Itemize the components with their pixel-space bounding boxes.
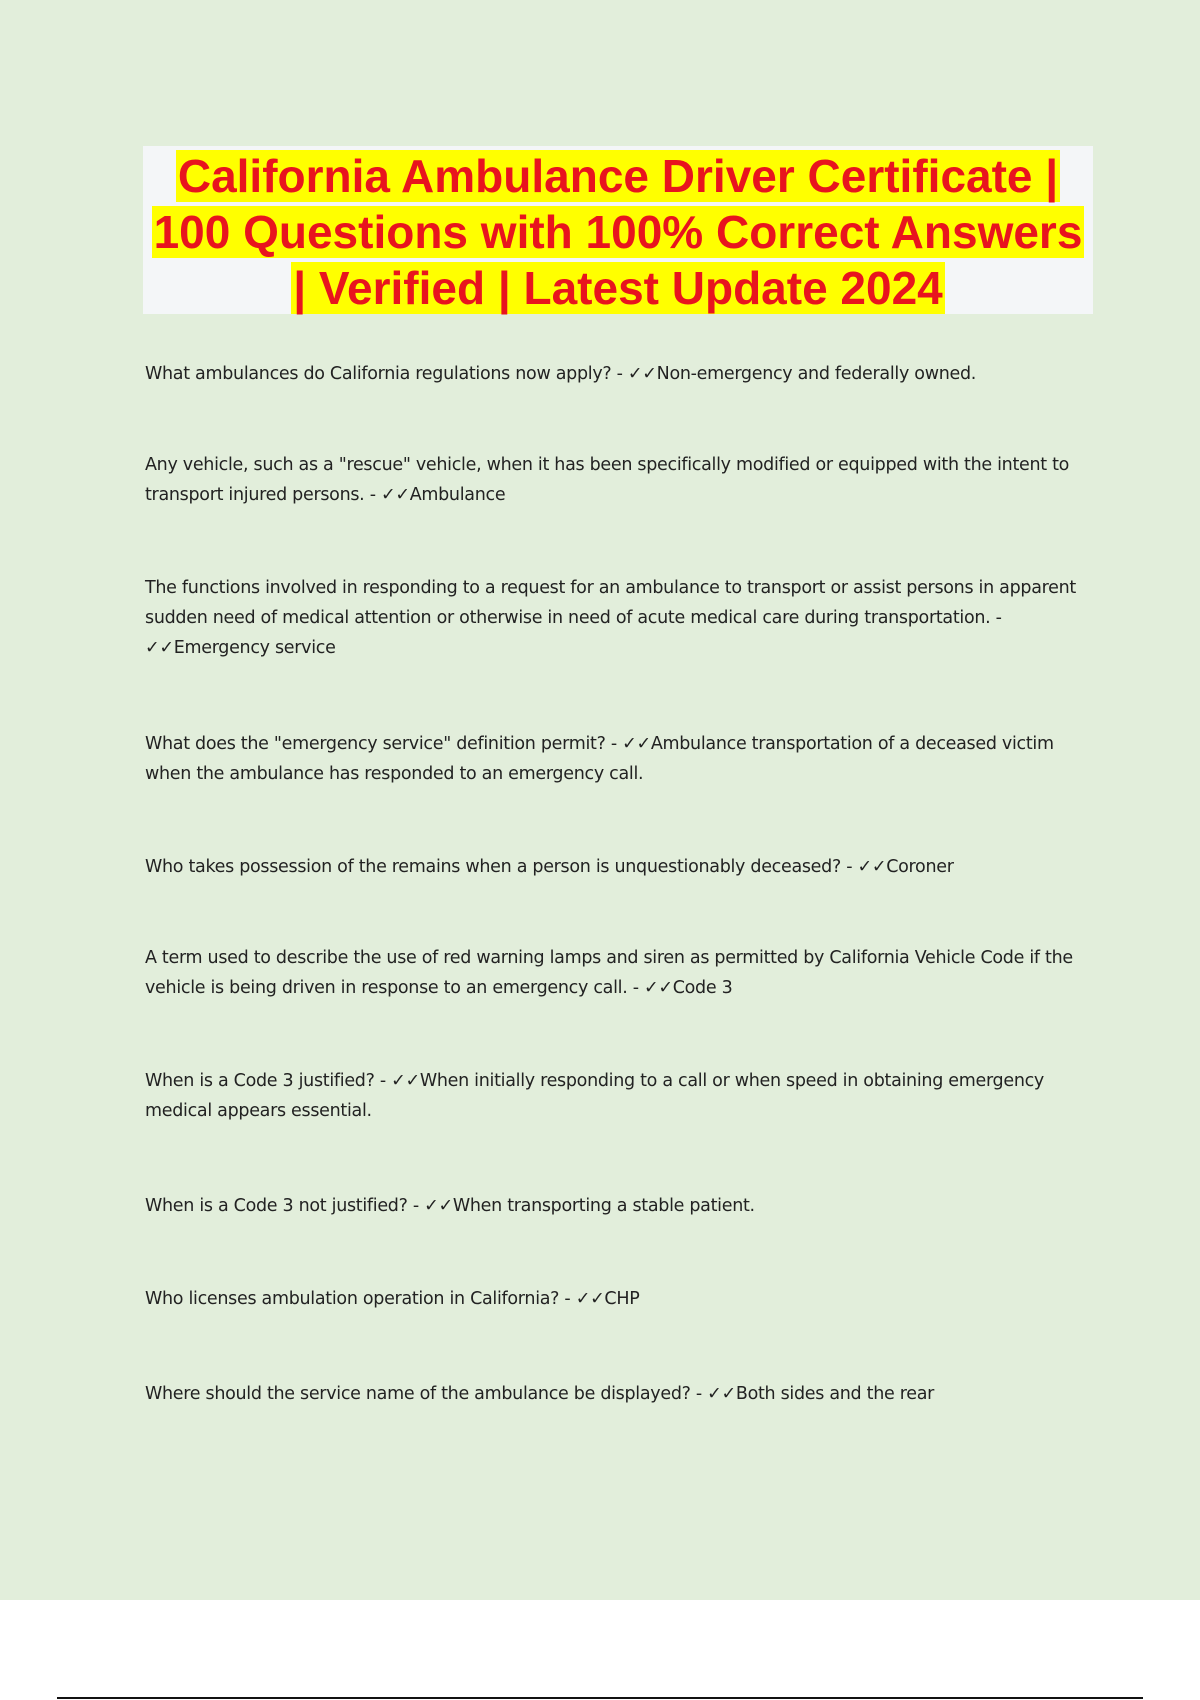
document-title [143, 146, 1093, 316]
title-box [143, 146, 1093, 314]
qa-item-8: When is a Code 3 not justified? - ✓✓When transporting a stable patient. [145, 1196, 755, 1216]
qa-item-4: What does the "emergency service" definition permit? - ✓✓Ambulance transportation of a deceased victim when the ambulance has responded to an emergency call. [145, 734, 1054, 784]
qa-item-1: What ambulances do California regulations now apply? - ✓✓Non-emergency and federally owned. [145, 364, 977, 384]
qa-item-9: Who licenses ambulation operation in California? - ✓✓CHP [145, 1289, 640, 1309]
qa-item-2: Any vehicle, such as a "rescue" vehicle, when it has been specifically modified or equipped with the intent to transport injured persons. - ✓✓Ambulance [145, 455, 1070, 505]
qa-item-7: When is a Code 3 justified? - ✓✓When initially responding to a call or when speed in obtaining emergency medical appears essential. [145, 1071, 1044, 1121]
qa-item-6: A term used to describe the use of red warning lamps and siren as permitted by California Vehicle Code if the vehicle is being driven in response to an emergency call. - ✓✓Code 3 [145, 948, 1073, 998]
qa-item-10: Where should the service name of the ambulance be displayed? - ✓✓Both sides and the rear [145, 1384, 935, 1404]
qa-item-3: The functions involved in responding to a request for an ambulance to transport or assist persons in apparent sudden need of medical attention or otherwise in need of acute medical care during transportation. - ✓✓Emergency service [145, 578, 1076, 658]
qa-item-5: Who takes possession of the remains when a person is unquestionably deceased? - ✓✓Coroner [145, 857, 954, 877]
title-text: California Ambulance Driver Certificate | 100 Questions with 100% Correct Answers | Verified | Latest Update 2024 [153, 150, 1083, 314]
footer-divider [57, 1697, 1143, 1699]
